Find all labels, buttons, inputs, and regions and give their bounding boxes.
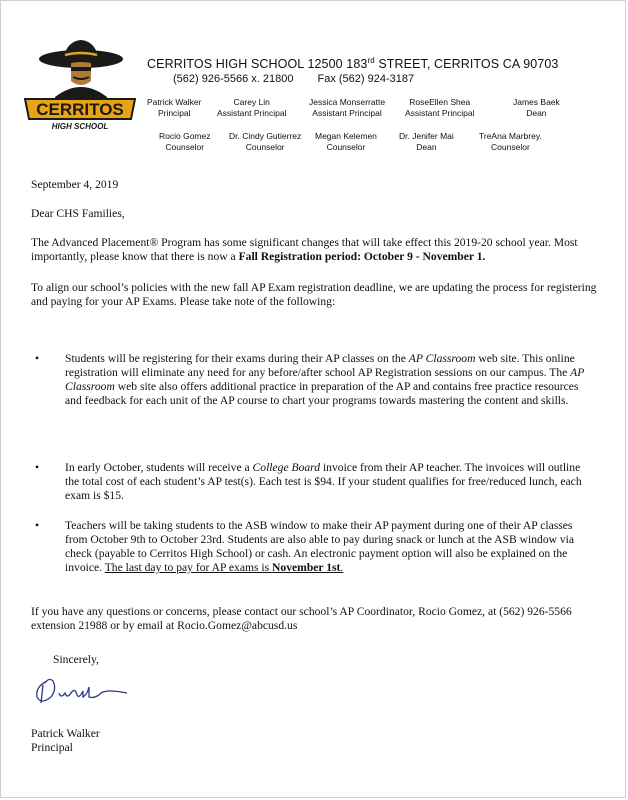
school-phone: (562) 926-5566 x. 21800 xyxy=(173,73,294,85)
staff-member: RoseEllen Shea Assistant Principal xyxy=(405,97,475,118)
staff-member: Dr. Cindy Gutierrez Counselor xyxy=(229,131,302,152)
bullet-icon: • xyxy=(35,352,40,365)
logo-sub-text: HIGH SCHOOL xyxy=(51,122,109,131)
staff-member: James Baek Dean xyxy=(513,97,560,118)
staff-member: Dr. Jenifer Mai Dean xyxy=(399,131,454,152)
school-fax: Fax (562) 924-3187 xyxy=(317,73,415,85)
bullet-icon: • xyxy=(35,519,40,532)
process-paragraph: To align our school’s policies with the new fall AP Exam registration deadline, we are updating the process for registering and paying for your AP Exams. Please take note of the following: xyxy=(31,281,597,308)
staff-member: TreAna Marbrey. Counselor xyxy=(479,131,542,152)
letter-date: September 4, 2019 xyxy=(31,178,119,191)
signer-block xyxy=(31,727,100,755)
staff-member: Carey Lin Assistant Principal xyxy=(217,97,287,118)
signer-name: Patrick Walker xyxy=(31,727,100,740)
letter-greeting: Dear CHS Families, xyxy=(31,207,125,220)
payment-deadline: November 1st xyxy=(272,561,341,574)
staff-member: Megan Kelemen Counselor xyxy=(315,131,377,152)
bullet-icon: • xyxy=(35,461,40,474)
staff-member: Patrick Walker Principal xyxy=(147,97,202,118)
letter-page: CERRITOS HIGH SCHOOL CERRITOS HIGH SCHOOL 12500 183rd STREET, CERRITOS CA 90703 (562) 926-5566 x. 21800 Fax (562) 924-3187 Patrick Walker Principal Carey Lin Assistant Principal Jessica Monserratte Assistant Principal RoseEllen Shea Assistant Principal James Baek Dean Rocio Gomez Counselor Dr. Cindy Gutierrez Counselor Megan Kelemen Counselor Dr. Jenifer Mai Dean TreAna Marbrey. Counselor September 4, 2019 Dear CHS Families, The Advanced Placement® Program has some significant changes that will take effect this 2019-20 school year. Most importantly, please know that there is now a Fall Registration period: October 9 - November 1. To align our school’s policies with the new fall AP Exam registration deadline, we are updating the process for registering and paying for your AP Exams. Please take note of the following: • Students will be registering for their exams during their AP classes on the AP Classroom web site. This online registration will eliminate any need for any before/after school AP Registration sessions on our campus. The AP Classroom web site also offers additional practice in preparation of the AP and contains free practice resources and feedback for each unit of the AP course to chart your programs towards mastering the content and skills. • In early October, students will receive a College Board invoice from their AP teacher. The invoices will outline the total cost of each student’s AP test(s). Each test is $94. If your student qualifies for free/reduced lunch, each exam is $15. • Teachers will be taking students to the ASB window to make their AP payment during one of their AP classes from October 9th to October 23rd. Students are also able to pay during snack or lunch at the ASB window via check (payable to Cerritos High School) or cash. An electronic payment option will also be explained on the invoice. The last day to pay for AP exams is November 1st. If you have any questions or concerns, please contact our school’s AP Coordinator, Rocio Gomez, at (562) 926-5566 extension 21988 or by email at Rocio.Gomez@abcusd.us Sincerely, Patrick Walker Principal xyxy=(0,0,626,798)
school-contact-line xyxy=(173,73,414,85)
letter-valediction: Sincerely, xyxy=(53,653,99,666)
school-address: CERRITOS HIGH SCHOOL 12500 183rd STREET, CERRITOS CA 90703 xyxy=(147,56,559,72)
signer-title: Principal xyxy=(31,741,73,754)
registration-period: Fall Registration period: October 9 - November 1. xyxy=(238,250,486,263)
contact-paragraph: If you have any questions or concerns, please contact our school’s AP Coordinator, Rocio Gomez, at (562) 926-5566 extension 21988 or by email at Rocio.Gomez@abcusd.us xyxy=(31,605,572,632)
school-logo-icon xyxy=(21,37,139,133)
signature xyxy=(31,675,135,707)
intro-paragraph: The Advanced Placement® Program has some significant changes that will take effect this 2019-20 school year. Most importantly, please know that there is now a Fall Registration period: October 9 - November 1. xyxy=(31,236,578,263)
staff-member: Jessica Monserratte Assistant Principal xyxy=(309,97,386,118)
logo-main-text: CERRITOS xyxy=(36,100,124,119)
staff-member: Rocio Gomez Counselor xyxy=(159,131,211,152)
